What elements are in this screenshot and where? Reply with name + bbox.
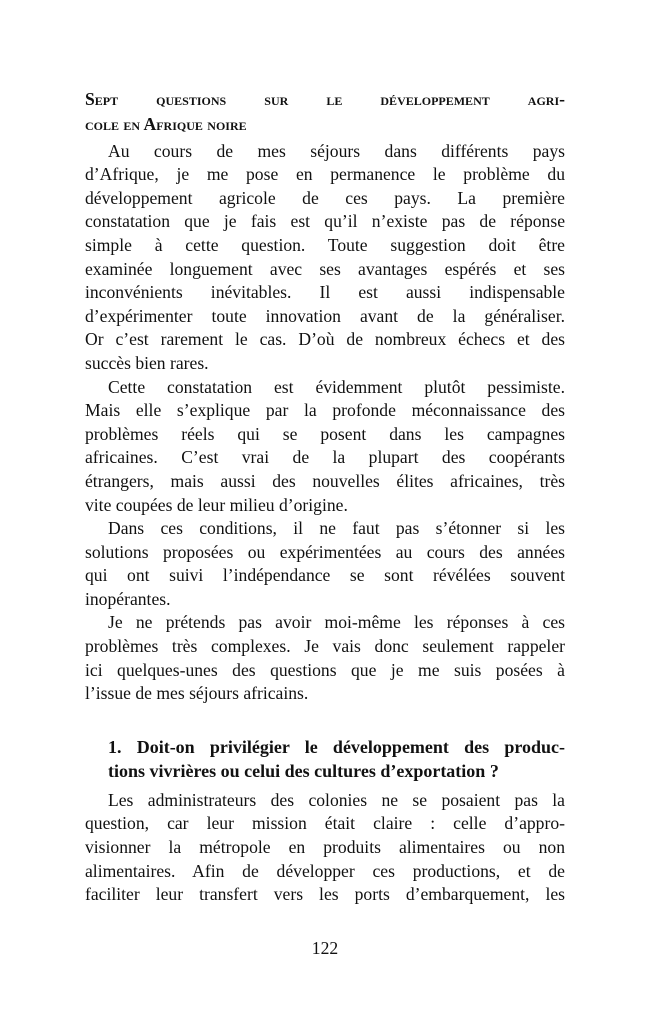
section-heading [85, 735, 565, 783]
text-line: d’Afrique, je me pose en permanence le problème du [85, 164, 565, 185]
heading-line: 1. Doit-on privilégier le développement des produc- [108, 736, 565, 757]
paragraph [85, 140, 565, 376]
text-line: Mais elle s’explique par la profonde méconnaissance des [85, 400, 565, 421]
text-line: développement agricole de ces pays. La première [85, 187, 565, 208]
text-line: africaines. C’est vrai de la plupart des coopérants [85, 447, 565, 468]
paragraph [85, 611, 565, 705]
text-line: solutions proposées ou expérimentées au cours des années [85, 541, 565, 562]
paragraph [85, 789, 565, 907]
section-text [85, 789, 565, 907]
page-body [85, 88, 565, 907]
text-line: Au cours de mes séjours dans différents pays [108, 140, 565, 161]
heading-line: tions vivrières ou celui des cultures d’exportation ? [108, 760, 499, 781]
text-line: ici quelques-unes des questions que je me suis posées à [85, 659, 565, 680]
text-line: inopérantes. [85, 588, 171, 609]
text-line: constatation que je fais est qu’il n’existe pas de réponse [85, 211, 565, 232]
text-line: problèmes très complexes. Je vais donc seulement rappeler [85, 636, 565, 657]
text-line: d’expérimenter toute innovation avant de la généraliser. [85, 305, 565, 326]
text-line: Dans ces conditions, il ne faut pas s’étonner si les [108, 518, 565, 539]
text-line: étrangers, mais aussi des nouvelles élites africaines, très [85, 470, 565, 491]
text-line: l’issue de mes séjours africains. [85, 683, 309, 704]
text-line: simple à cette question. Toute suggestion doit être [85, 234, 565, 255]
text-line: question, car leur mission était claire : celle d’appro- [85, 813, 565, 834]
text-line: examinée longuement avec ses avantages espérés et ses [85, 258, 565, 279]
text-line: visionner la métropole en produits alimentaires ou non [85, 837, 565, 858]
text-line: problèmes réels qui se posent dans les campagnes [85, 423, 565, 444]
text-line: Cette constatation est évidemment plutôt pessimiste. [108, 376, 565, 397]
text-line: Les administrateurs des colonies ne se posaient pas la [108, 789, 565, 810]
paragraph [85, 376, 565, 518]
page-number: 122 [311, 938, 339, 958]
text-line: inconvénients inévitables. Il est aussi indispensable [85, 282, 565, 303]
text-line: vite coupées de leur milieu d’origine. [85, 494, 348, 515]
paragraph [85, 517, 565, 611]
text-line: faciliter leur transfert vers les ports d’embarquement, les [85, 884, 565, 905]
title-line: Sept questions sur le développement agri- [85, 89, 565, 109]
text-line: qui ont suivi l’indépendance se sont révélées souvent [85, 565, 565, 586]
intro-text [85, 140, 565, 706]
chapter-title [85, 88, 565, 136]
text-line: Or c’est rarement le cas. D’où de nombreux échecs et des [85, 329, 565, 350]
text-line: alimentaires. Afin de développer ces productions, et de [85, 860, 565, 881]
title-line: cole en Afrique noire [85, 113, 247, 134]
text-line: succès bien rares. [85, 352, 209, 373]
text-line: Je ne prétends pas avoir moi-même les réponses à ces [108, 612, 565, 633]
